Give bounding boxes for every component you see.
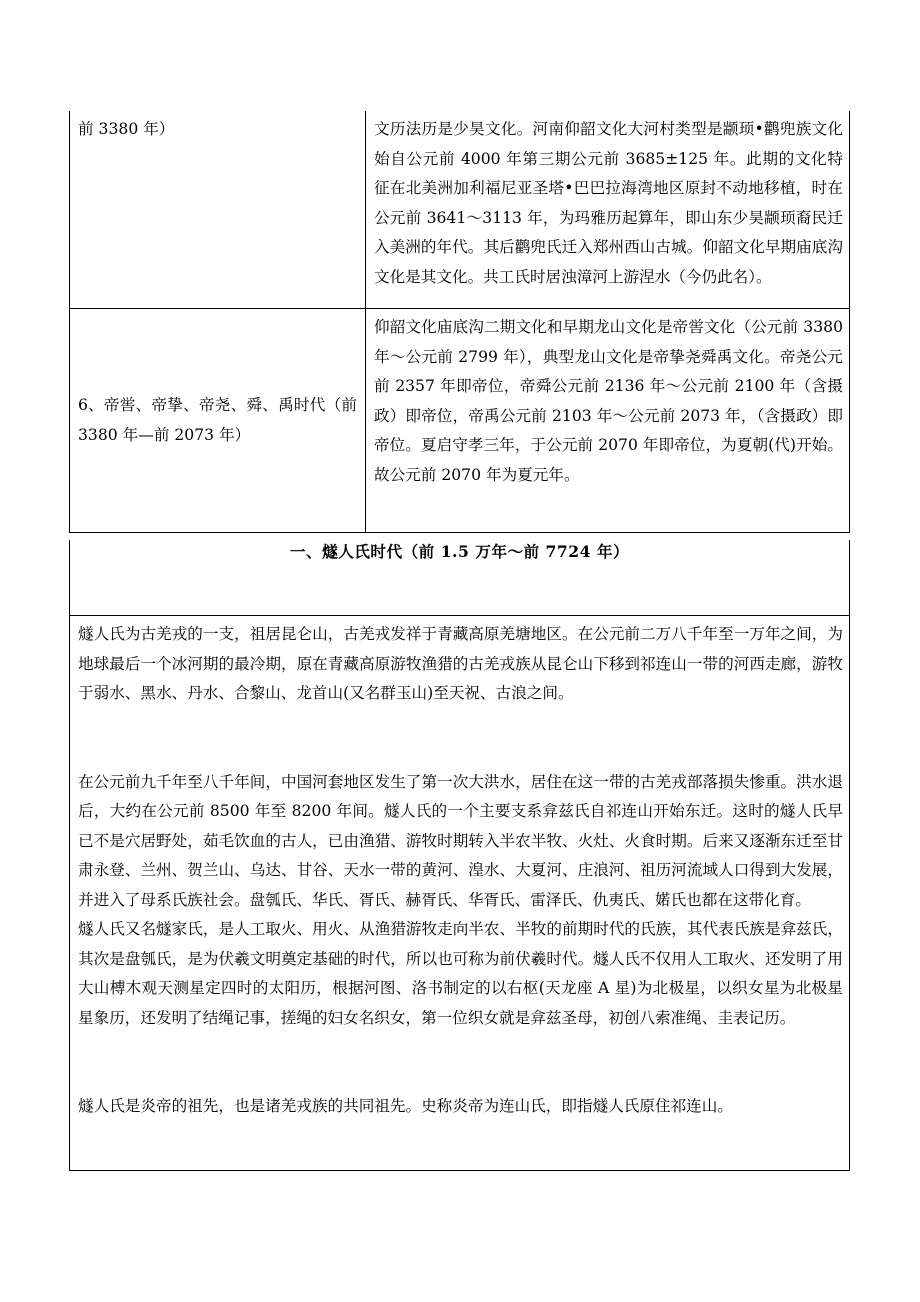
paragraph: 在公元前九千年至八千年间，中国河套地区发生了第一次大洪水，居住在这一带的古羌戎部落损失惨重。洪水退后，大约在公元前 8500 年至 8200 年间。燧人氏的一个主要支系弇兹氏自祁连山开始东迁。这时的燧人氏早已不是穴居野处，茹毛饮血的古人，已由渔猎、游牧时期转入半农半牧、火灶、火食时期。后来又逐渐东迁至甘肃永登、兰州、贺兰山、乌达、甘谷、天水一带的黄河、湟水、大夏河、庄浪河、祖历河流域人口得到大发展，并进入了母系氏族社会。盘瓠氏、华氏、胥氏、赫胥氏、华胥氏、雷泽氏、仇夷氏、婼氏也都在这带化育。 — [78, 772, 843, 909]
section-heading-row — [69, 540, 850, 616]
period-description: 仰韶文化庙底沟二期文化和早期龙山文化是帝喾文化（公元前 3380 年～公元前 2799 年），典型龙山文化是帝挚尧舜禹文化。帝尧公元前 2357 年即帝位，帝舜公元前 2136 年～公元前 2100 年（含摄政）即帝位，帝禹公元前 2103 年～公元前 2073 年，（含摄政）即帝位。夏启守孝三年，于公元前 2070 年即帝位，为夏朝(代)开始。故公元前 2070 年为夏元年。 — [374, 318, 843, 484]
spacer — [78, 1033, 843, 1092]
paragraph: 燧人氏是炎帝的祖先，也是诸羌戎族的共同祖先。史称炎帝为连山氏，即指燧人氏原住祁连山。 — [78, 1097, 733, 1115]
period-label: 前 3380 年） — [78, 120, 175, 138]
period-label: 6、帝喾、帝挚、帝尧、舜、禹时代（前 3380 年—前 2073 年） — [78, 396, 357, 444]
paragraph: 燧人氏为古羌戎的一支，祖居昆仑山，古羌戎发祥于青藏高原羌塘地区。在公元前二万八千年至一万年之间，为地球最后一个冰河期的最冷期，原在青藏高原游牧渔猎的古羌戎族从昆仑山下移到祁连山一带的河西走廊，游牧于弱水、黑水、丹水、合黎山、龙首山(又名群玉山)至天祝、古浪之间。 — [78, 625, 843, 702]
table-row — [69, 111, 850, 309]
description-cell — [366, 309, 849, 532]
table-row — [69, 309, 850, 533]
paragraph: 燧人氏又名燧家氏，是人工取火、用火、从渔猎游牧走向半农、半牧的前期时代的氏族，其代表氏族是弇兹氏，其次是盘瓠氏，是为伏羲文明奠定基础的时代，所以也可称为前伏羲时代。燧人氏不仅用人工取火、还发明了用大山榑木观天测星定四时的太阳历，根据河图、洛书制定的以右枢(天龙座 A 星)为北极星，以织女星为北极星星象历，还发明了结绳记事，搓绳的妇女名织女，第一位织女就是弇兹圣母，初创八索准绳、圭表记历。 — [78, 920, 843, 1027]
description-cell — [366, 111, 849, 308]
section-body — [69, 616, 850, 1171]
period-description: 文历法历是少昊文化。河南仰韶文化大河村类型是颛顼•鹳兜族文化始自公元前 4000 年第三期公元前 3685±125 年。此期的文化特征在北美洲加利福尼亚圣塔•巴巴拉海湾地区原封不动地移植，时在公元前 3641～3113 年，为玛雅历起算年，即山东少昊颛顼裔民迁入美洲的年代。其后鹳兜氏迁入郑州西山古城。仰韶文化早期庙底沟文化是其文化。共工氏时居浊漳河上游涅水（今仍此名）。 — [374, 120, 843, 286]
period-cell — [70, 111, 366, 308]
spacer — [78, 709, 843, 768]
period-cell — [70, 309, 366, 532]
history-table — [69, 111, 850, 1171]
section-heading: 一、燧人氏时代（前 1.5 万年～前 7724 年） — [289, 542, 630, 561]
